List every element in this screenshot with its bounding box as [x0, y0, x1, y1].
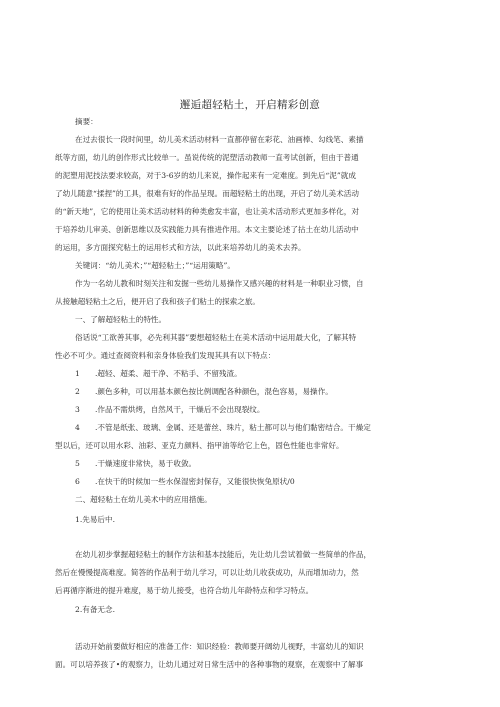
subheading-block — [55, 511, 450, 529]
sub-1-line: 然后在慢慢提高难度。简答的作品利于幼儿学习，可以让幼儿收获成功，从而增加动力，然 — [55, 568, 359, 577]
feature-item-continued: 型以后，还可以用水彩、油彩、亚克力颜料、指甲油等给它上色，固色性能也非常好。 — [55, 441, 344, 450]
feature-item: 6 .在快干的时候加一些水保湿密封保存，又能很快恢兔原状/0 — [75, 477, 295, 486]
feature-item: 4 .不管是纸张、玻璃、金属、还是蕾丝、珠片，粘土都可以与他们黏密结合。干燥定 — [75, 423, 371, 432]
section-2-heading: 二、超轻粘土在幼儿美术中的应用措施。 — [75, 495, 212, 504]
abstract-label: 摘要： — [75, 117, 98, 126]
section-heading-block — [55, 491, 450, 509]
section-1-intro-line: 俗话说“工欲善其事，必先利其器”要想超轻粘土在美术活动中运用最大化，了解其特 — [75, 333, 357, 342]
abstract-line: 在过去很长一段时间里，幼儿美术活动材料一直都停留在彩花、油画棒、勾线笔、素描 — [75, 135, 364, 144]
abstract-line: 纸等方面，幼儿的创作形式比较单一。虽说传统的泥塑活动教师一直考试创新，但由于普通 — [55, 153, 359, 162]
sub-2-line: 活动开始前要做好相应的准备工作：知识经验：教师要开阔幼儿视野，丰富幼儿的知识 — [75, 642, 364, 651]
intro-line: 从接触超轻粘土之后，便开启了我和孩子们粘土的探索之旅。 — [55, 297, 261, 306]
subheading-1: 1.先易后中. — [75, 515, 116, 524]
abstract-label-block — [55, 113, 450, 131]
abstract-body — [55, 131, 450, 257]
intro-paragraph — [55, 275, 450, 311]
sub-2-line: 面。可以培养孩了•的观察力，让幼儿通过对日常生活中的各种事物的观察，在观察中了解事 — [55, 660, 364, 669]
abstract-line: 的泥塑用泥技法要求较高，对于3-6岁的幼儿来说，操作起来有一定难度。到先后“泥”就成 — [55, 171, 356, 180]
feature-item: 1 .超轻、超柔、超干净、不粘手、不留残渣。 — [75, 369, 242, 378]
abstract-line: 的“新天地”，它的使用让美术活动材料的种类愈发丰富，也让美术活动形式更加多样化，对 — [55, 207, 359, 216]
feature-item: 3 .作品不需烘烤，自然风干，干燥后不会出现裂纹。 — [75, 405, 265, 414]
section-1-heading: 一、了解超轻粘土的特性。 — [75, 315, 167, 324]
subheading-block — [55, 601, 450, 619]
keywords: 关键词：“幼儿美术；”“超轻粘土；”“运用策略”。 — [75, 261, 235, 270]
intro-line: 作为一名幼儿教和时刻关注和发掘一些幼儿易操作又感兴趣的材料是一种职业习惯，自 — [75, 279, 364, 288]
section-heading-block — [55, 311, 450, 329]
sub-1-line: 在幼儿初步掌握超轻粘土的制作方法和基本技能后，先让幼儿尝试着做一些简单的作品， — [75, 550, 372, 559]
sub-2-paragraph — [55, 638, 450, 674]
sub-1-line: 后再循序渐进的提升难度，易于幼儿接受，也符合幼儿年龄特点和学习特点。 — [55, 586, 314, 595]
features-list — [55, 365, 450, 491]
page-title: 邂逅超轻粘土，开启精彩创意 — [179, 99, 321, 111]
section-1-intro-line: 性必不可少。通过查阅资料和亲身体验我们发现其具有以下特点： — [55, 351, 276, 360]
subheading-2: 2.有备无念. — [75, 605, 116, 614]
feature-item: 5 .干燥速度非常快，易于收敛。 — [75, 459, 197, 468]
sub-1-paragraph — [55, 546, 450, 600]
abstract-line: 了幼儿随意“揉捏”的工具，很难有好的作品呈现。而超轻粘土的出现，开启了幼儿美术活动 — [55, 189, 359, 198]
keywords-block — [55, 257, 450, 275]
abstract-line: 的运用，多方面探究粘土的运用杉式和方法，以此来培养幼儿的美术去养。 — [55, 243, 306, 252]
section-1-intro — [55, 329, 450, 365]
feature-item: 2 .颜色多种，可以用基本颜色按比例调配各种颜色，混色容易，易操作。 — [75, 387, 333, 396]
abstract-line: 于培养幼儿审美、创新思维以及实践能力具有推进作用。本文主要论述了拈土在幼儿活动中 — [55, 225, 359, 234]
